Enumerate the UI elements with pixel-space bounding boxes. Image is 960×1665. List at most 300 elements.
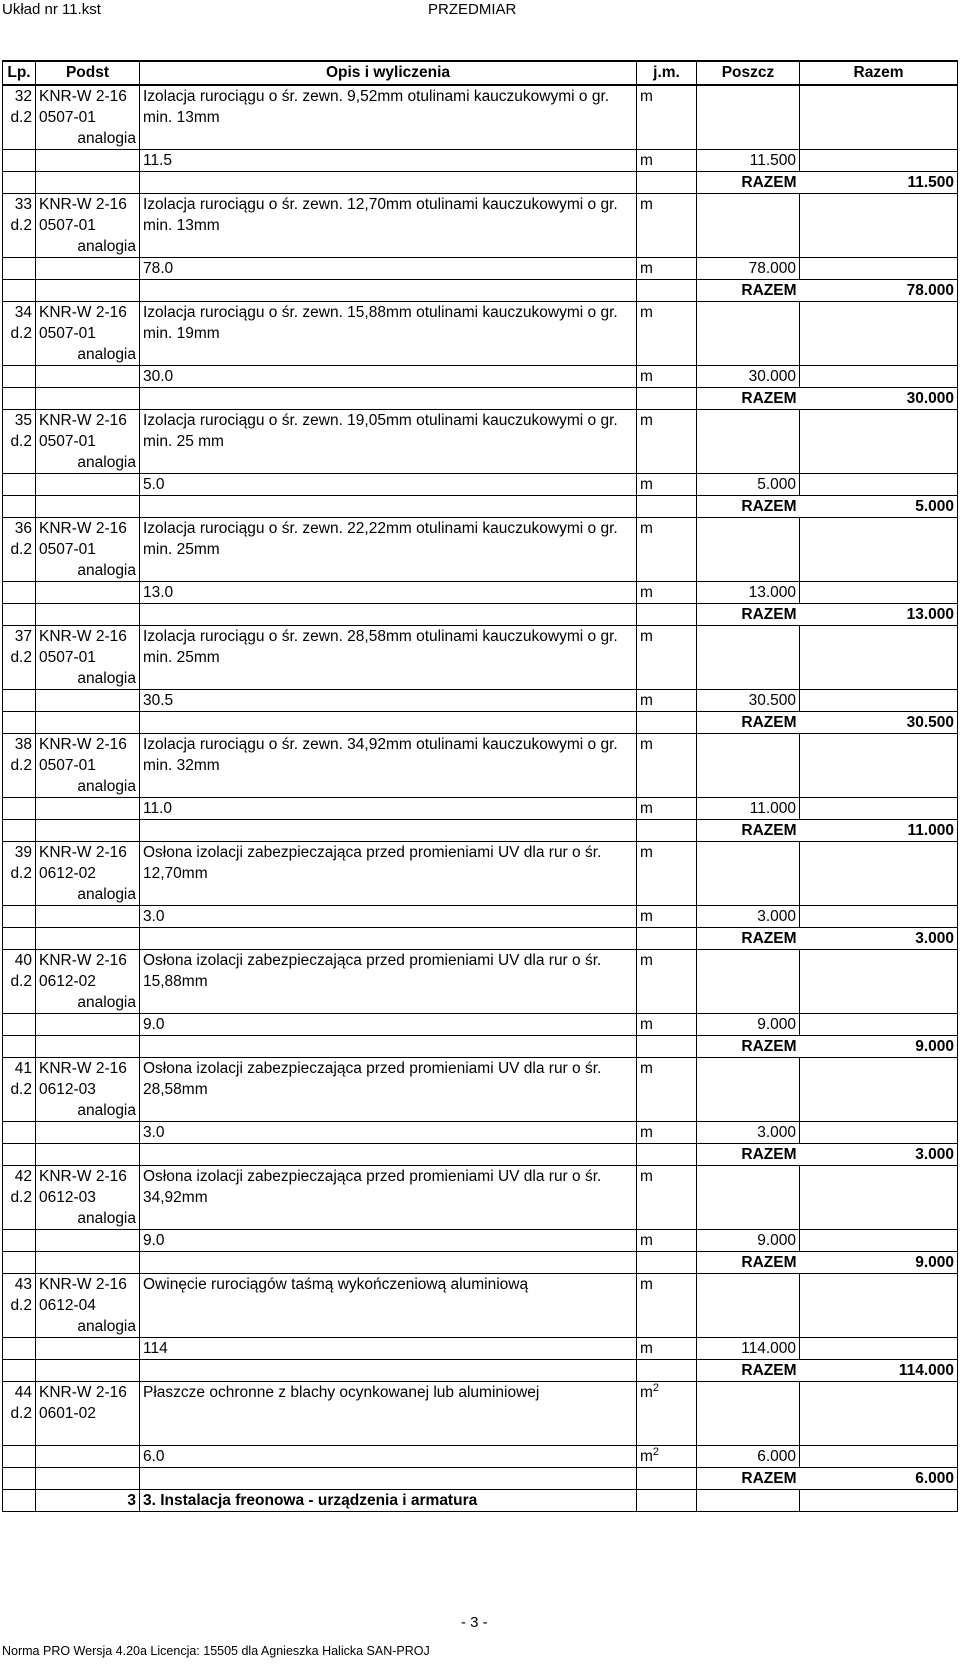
row-lp-cell bbox=[3, 194, 36, 258]
row-opis-cell bbox=[140, 950, 637, 1014]
calc-podst-empty bbox=[36, 366, 140, 388]
row-opis-cell bbox=[140, 1382, 637, 1446]
razem-value: 11.000 bbox=[800, 820, 958, 842]
razem-label-cell bbox=[697, 604, 800, 626]
calc-unit-cell bbox=[637, 1014, 697, 1036]
row-opis-line: Osłona izolacji zabezpieczająca przed promieniami UV dla rur o śr. bbox=[143, 844, 602, 861]
row-jm: m bbox=[640, 304, 653, 321]
row-opis-line: 12,70mm bbox=[143, 865, 208, 882]
row-podst-line: 0612-04 bbox=[39, 1297, 96, 1314]
row-d: d.2 bbox=[10, 433, 32, 450]
calc-poszcz: 3.000 bbox=[697, 1122, 800, 1144]
row-lp: 39 bbox=[14, 844, 32, 861]
calc-unit: m bbox=[640, 1340, 653, 1357]
razem-label: RAZEM bbox=[741, 390, 797, 407]
razem-lp-empty bbox=[3, 1468, 36, 1490]
calc-podst-empty bbox=[36, 906, 140, 928]
row-lp-cell bbox=[3, 302, 36, 366]
section-jm-empty bbox=[637, 1490, 697, 1512]
calc-unit: m bbox=[640, 584, 653, 601]
calc-unit-cell bbox=[637, 1230, 697, 1252]
footer-license: Norma PRO Wersja 4.20a Licencja: 15505 dla Agnieszka Halicka SAN-PROJ bbox=[2, 1644, 430, 1658]
razem-label-cell bbox=[697, 496, 800, 518]
razem-opis-empty bbox=[140, 280, 637, 302]
calc-podst-empty bbox=[36, 1338, 140, 1360]
row-lp: 35 bbox=[14, 412, 32, 429]
row-poszcz-empty bbox=[697, 410, 800, 474]
calc-value-cell: 30.5 bbox=[140, 690, 637, 712]
row-podst-line: KNR-W 2-16 bbox=[39, 196, 127, 213]
razem-row bbox=[3, 712, 958, 734]
row-jm: m bbox=[640, 520, 653, 537]
calc-unit-cell bbox=[637, 1338, 697, 1360]
razem-podst-empty bbox=[36, 280, 140, 302]
table-row bbox=[3, 194, 958, 258]
calc-lp-empty bbox=[3, 1230, 36, 1252]
calc-poszcz: 9.000 bbox=[697, 1014, 800, 1036]
row-podst-line: 0601-02 bbox=[39, 1405, 96, 1422]
row-opis-line: Izolacja rurociągu o śr. zewn. 9,52mm otulinami kauczukowymi o gr. bbox=[143, 88, 610, 105]
row-podst-line: analogia bbox=[77, 562, 136, 579]
row-poszcz-empty bbox=[697, 194, 800, 258]
row-podst-line: 0507-01 bbox=[39, 325, 96, 342]
razem-podst-empty bbox=[36, 1360, 140, 1382]
row-podst-line: analogia bbox=[77, 238, 136, 255]
row-spacer bbox=[143, 236, 633, 257]
razem-opis-empty bbox=[140, 820, 637, 842]
row-opis-line: Izolacja rurociągu o śr. zewn. 28,58mm otulinami kauczukowymi o gr. bbox=[143, 628, 618, 645]
row-lp: 36 bbox=[14, 520, 32, 537]
razem-opis-empty bbox=[140, 1252, 637, 1274]
table-header-row bbox=[3, 61, 958, 85]
razem-opis-empty bbox=[140, 496, 637, 518]
row-podst-line: analogia bbox=[77, 886, 136, 903]
calc-unit: m bbox=[640, 1016, 653, 1033]
calc-poszcz: 11.000 bbox=[697, 798, 800, 820]
calc-podst-empty bbox=[36, 474, 140, 496]
row-d: d.2 bbox=[10, 649, 32, 666]
calc-unit: m bbox=[640, 1232, 653, 1249]
calc-lp-empty bbox=[3, 798, 36, 820]
razem-lp-empty bbox=[3, 172, 36, 194]
row-razem-empty bbox=[800, 518, 958, 582]
row-poszcz-empty bbox=[697, 1166, 800, 1230]
row-podst-line: KNR-W 2-16 bbox=[39, 844, 127, 861]
row-opis-line: Osłona izolacji zabezpieczająca przed promieniami UV dla rur o śr. bbox=[143, 1060, 602, 1077]
row-opis-cell bbox=[140, 194, 637, 258]
row-podst-line: analogia bbox=[77, 670, 136, 687]
row-podst-line: 0507-01 bbox=[39, 757, 96, 774]
row-jm: m bbox=[640, 1384, 653, 1401]
row-lp-cell bbox=[3, 950, 36, 1014]
row-podst-line bbox=[39, 1424, 136, 1445]
calc-razem-empty bbox=[800, 1338, 958, 1360]
section-razem-empty bbox=[800, 1490, 958, 1512]
row-opis-line: min. 25mm bbox=[143, 649, 220, 666]
row-podst-cell bbox=[36, 842, 140, 906]
row-opis-cell bbox=[140, 410, 637, 474]
row-opis-cell bbox=[140, 842, 637, 906]
razem-value: 3.000 bbox=[800, 1144, 958, 1166]
razem-value: 114.000 bbox=[800, 1360, 958, 1382]
razem-row bbox=[3, 496, 958, 518]
window-title: Układ nr 11.kst bbox=[2, 1, 101, 18]
row-jm-cell bbox=[637, 1382, 697, 1446]
calc-unit: m bbox=[640, 908, 653, 925]
section-lp bbox=[3, 1490, 36, 1512]
razem-jm-empty bbox=[637, 1360, 697, 1382]
row-lp-cell bbox=[3, 1382, 36, 1446]
razem-label-cell bbox=[697, 388, 800, 410]
razem-value: 6.000 bbox=[800, 1468, 958, 1490]
row-podst-line: 0507-01 bbox=[39, 217, 96, 234]
row-razem-empty bbox=[800, 302, 958, 366]
calc-value-cell: 3.0 bbox=[140, 906, 637, 928]
row-spacer bbox=[143, 560, 633, 581]
row-lp: 34 bbox=[14, 304, 32, 321]
table-row bbox=[3, 734, 958, 798]
calc-lp-empty bbox=[3, 906, 36, 928]
razem-lp-empty bbox=[3, 1360, 36, 1382]
row-podst-line: analogia bbox=[77, 994, 136, 1011]
row-lp: 42 bbox=[14, 1168, 32, 1185]
calc-unit-cell bbox=[637, 690, 697, 712]
row-razem-empty bbox=[800, 734, 958, 798]
table-row bbox=[3, 1382, 958, 1446]
razem-label-cell bbox=[697, 1144, 800, 1166]
razem-jm-empty bbox=[637, 1144, 697, 1166]
razem-lp-empty bbox=[3, 604, 36, 626]
row-lp-cell bbox=[3, 410, 36, 474]
calc-lp-empty bbox=[3, 1122, 36, 1144]
row-opis-line: 28,58mm bbox=[143, 1081, 208, 1098]
row-opis-line: Izolacja rurociągu o śr. zewn. 22,22mm otulinami kauczukowymi o gr. bbox=[143, 520, 618, 537]
razem-value: 13.000 bbox=[800, 604, 958, 626]
calc-row bbox=[3, 474, 958, 496]
razem-row bbox=[3, 172, 958, 194]
calc-row bbox=[3, 1230, 958, 1252]
table-row bbox=[3, 842, 958, 906]
row-jm-cell bbox=[637, 410, 697, 474]
calc-unit-cell bbox=[637, 150, 697, 172]
razem-jm-empty bbox=[637, 172, 697, 194]
razem-label: RAZEM bbox=[741, 1362, 797, 1379]
row-jm: m bbox=[640, 88, 653, 105]
razem-value: 9.000 bbox=[800, 1036, 958, 1058]
row-podst-line: 0612-03 bbox=[39, 1081, 96, 1098]
row-spacer bbox=[143, 1316, 633, 1337]
calc-value-cell: 9.0 bbox=[140, 1230, 637, 1252]
row-jm-cell bbox=[637, 85, 697, 150]
calc-unit-cell bbox=[637, 1122, 697, 1144]
row-jm: m bbox=[640, 1060, 653, 1077]
row-opis-line: min. 13mm bbox=[143, 217, 220, 234]
row-podst-line: 0507-01 bbox=[39, 541, 96, 558]
row-opis-line bbox=[143, 1295, 633, 1316]
razem-row bbox=[3, 388, 958, 410]
row-lp-cell bbox=[3, 626, 36, 690]
calc-value-cell: 5.0 bbox=[140, 474, 637, 496]
row-lp: 44 bbox=[14, 1384, 32, 1401]
row-opis-cell bbox=[140, 302, 637, 366]
razem-podst-empty bbox=[36, 928, 140, 950]
razem-lp-empty bbox=[3, 1252, 36, 1274]
row-podst-line: KNR-W 2-16 bbox=[39, 1168, 127, 1185]
calc-value-cell: 9.0 bbox=[140, 1014, 637, 1036]
row-podst-line: analogia bbox=[77, 346, 136, 363]
table-row bbox=[3, 85, 958, 150]
calc-row bbox=[3, 366, 958, 388]
row-d: d.2 bbox=[10, 1405, 32, 1422]
razem-lp-empty bbox=[3, 1144, 36, 1166]
row-d: d.2 bbox=[10, 1189, 32, 1206]
row-razem-empty bbox=[800, 85, 958, 150]
razem-podst-empty bbox=[36, 172, 140, 194]
row-podst-line: KNR-W 2-16 bbox=[39, 736, 127, 753]
razem-jm-empty bbox=[637, 280, 697, 302]
row-spacer bbox=[143, 884, 633, 905]
razem-label-cell bbox=[697, 712, 800, 734]
row-poszcz-empty bbox=[697, 85, 800, 150]
row-podst-line: analogia bbox=[77, 130, 136, 147]
razem-podst-empty bbox=[36, 712, 140, 734]
razem-podst-empty bbox=[36, 1036, 140, 1058]
row-poszcz-empty bbox=[697, 950, 800, 1014]
razem-label: RAZEM bbox=[741, 282, 797, 299]
row-podst-cell bbox=[36, 1058, 140, 1122]
calc-unit-cell bbox=[637, 1446, 697, 1468]
table-row bbox=[3, 1166, 958, 1230]
calc-lp-empty bbox=[3, 582, 36, 604]
row-podst-cell bbox=[36, 85, 140, 150]
calc-podst-empty bbox=[36, 150, 140, 172]
razem-label: RAZEM bbox=[741, 1254, 797, 1271]
razem-jm-empty bbox=[637, 1252, 697, 1274]
row-razem-empty bbox=[800, 950, 958, 1014]
row-podst-cell bbox=[36, 950, 140, 1014]
row-lp-cell bbox=[3, 85, 36, 150]
calc-unit: m bbox=[640, 152, 653, 169]
calc-row bbox=[3, 690, 958, 712]
calc-row bbox=[3, 1014, 958, 1036]
row-lp: 32 bbox=[14, 88, 32, 105]
row-lp: 38 bbox=[14, 736, 32, 753]
razem-jm-empty bbox=[637, 604, 697, 626]
razem-label-cell bbox=[697, 928, 800, 950]
row-poszcz-empty bbox=[697, 1382, 800, 1446]
razem-label-cell bbox=[697, 1252, 800, 1274]
calc-unit: m bbox=[640, 260, 653, 277]
col-header-opis: Opis i wyliczenia bbox=[140, 61, 637, 85]
calc-value-cell: 30.0 bbox=[140, 366, 637, 388]
row-jm-cell bbox=[637, 518, 697, 582]
row-poszcz-empty bbox=[697, 1058, 800, 1122]
row-podst-line: 0507-01 bbox=[39, 649, 96, 666]
razem-label: RAZEM bbox=[741, 1470, 797, 1487]
row-d: d.2 bbox=[10, 865, 32, 882]
calc-podst-empty bbox=[36, 258, 140, 280]
calc-poszcz: 78.000 bbox=[697, 258, 800, 280]
row-opis-line: min. 25mm bbox=[143, 541, 220, 558]
row-opis-line: Izolacja rurociągu o śr. zewn. 34,92mm otulinami kauczukowymi o gr. bbox=[143, 736, 618, 753]
section-poszcz-empty bbox=[697, 1490, 800, 1512]
row-opis-cell bbox=[140, 734, 637, 798]
row-razem-empty bbox=[800, 626, 958, 690]
row-lp-cell bbox=[3, 734, 36, 798]
razem-label-cell bbox=[697, 1360, 800, 1382]
page-number: - 3 - bbox=[461, 1614, 488, 1631]
razem-opis-empty bbox=[140, 1360, 637, 1382]
row-d: d.2 bbox=[10, 217, 32, 234]
calc-unit: m bbox=[640, 1448, 653, 1465]
razem-podst-empty bbox=[36, 1144, 140, 1166]
razem-row bbox=[3, 1360, 958, 1382]
document-type: PRZEDMIAR bbox=[428, 1, 517, 18]
row-d: d.2 bbox=[10, 973, 32, 990]
row-podst-cell bbox=[36, 302, 140, 366]
calc-poszcz: 6.000 bbox=[697, 1446, 800, 1468]
calc-lp-empty bbox=[3, 1338, 36, 1360]
razem-label-cell bbox=[697, 820, 800, 842]
table-row bbox=[3, 1274, 958, 1338]
row-lp-cell bbox=[3, 1166, 36, 1230]
razem-opis-empty bbox=[140, 1144, 637, 1166]
calc-poszcz: 5.000 bbox=[697, 474, 800, 496]
row-spacer bbox=[143, 1100, 633, 1121]
row-opis-cell bbox=[140, 85, 637, 150]
calc-razem-empty bbox=[800, 258, 958, 280]
table-row bbox=[3, 626, 958, 690]
calc-unit-sup: 2 bbox=[652, 1445, 660, 1458]
row-jm: m bbox=[640, 196, 653, 213]
razem-jm-empty bbox=[637, 712, 697, 734]
razem-value: 3.000 bbox=[800, 928, 958, 950]
row-opis-line: Izolacja rurociągu o śr. zewn. 19,05mm otulinami kauczukowymi o gr. bbox=[143, 412, 618, 429]
calc-razem-empty bbox=[800, 798, 958, 820]
calc-podst-empty bbox=[36, 582, 140, 604]
row-lp-cell bbox=[3, 518, 36, 582]
razem-podst-empty bbox=[36, 1252, 140, 1274]
row-jm-cell bbox=[637, 842, 697, 906]
row-lp-cell bbox=[3, 1274, 36, 1338]
razem-lp-empty bbox=[3, 280, 36, 302]
row-jm: m bbox=[640, 736, 653, 753]
section-title: 3. Instalacja freonowa - urządzenia i armatura bbox=[140, 1490, 637, 1512]
razem-value: 30.500 bbox=[800, 712, 958, 734]
razem-jm-empty bbox=[637, 1036, 697, 1058]
calc-unit-cell bbox=[637, 798, 697, 820]
razem-opis-empty bbox=[140, 388, 637, 410]
row-podst-line: KNR-W 2-16 bbox=[39, 412, 127, 429]
calc-poszcz: 30.500 bbox=[697, 690, 800, 712]
row-podst-line: 0612-03 bbox=[39, 1189, 96, 1206]
row-spacer bbox=[143, 992, 633, 1013]
row-jm-cell bbox=[637, 1274, 697, 1338]
table-row bbox=[3, 1058, 958, 1122]
razem-jm-empty bbox=[637, 820, 697, 842]
calc-row bbox=[3, 150, 958, 172]
calc-value-cell: 114 bbox=[140, 1338, 637, 1360]
razem-label: RAZEM bbox=[741, 1038, 797, 1055]
row-podst-line: analogia bbox=[77, 778, 136, 795]
row-opis-line: min. 19mm bbox=[143, 325, 220, 342]
calc-poszcz: 9.000 bbox=[697, 1230, 800, 1252]
razem-label: RAZEM bbox=[741, 1146, 797, 1163]
razem-row bbox=[3, 1468, 958, 1490]
razem-lp-empty bbox=[3, 1036, 36, 1058]
calc-razem-empty bbox=[800, 1014, 958, 1036]
row-razem-empty bbox=[800, 842, 958, 906]
row-jm-cell bbox=[637, 1166, 697, 1230]
row-jm: m bbox=[640, 412, 653, 429]
calc-podst-empty bbox=[36, 1230, 140, 1252]
razem-lp-empty bbox=[3, 496, 36, 518]
row-lp-cell bbox=[3, 1058, 36, 1122]
row-poszcz-empty bbox=[697, 626, 800, 690]
calc-lp-empty bbox=[3, 366, 36, 388]
section-number: 3 bbox=[36, 1490, 140, 1512]
calc-unit-cell bbox=[637, 582, 697, 604]
row-jm-cell bbox=[637, 1058, 697, 1122]
row-podst-cell bbox=[36, 410, 140, 474]
calc-razem-empty bbox=[800, 474, 958, 496]
calc-value-cell: 6.0 bbox=[140, 1446, 637, 1468]
calc-razem-empty bbox=[800, 1446, 958, 1468]
row-d: d.2 bbox=[10, 541, 32, 558]
row-opis-line: 34,92mm bbox=[143, 1189, 208, 1206]
calc-lp-empty bbox=[3, 150, 36, 172]
calc-podst-empty bbox=[36, 798, 140, 820]
razem-value: 9.000 bbox=[800, 1252, 958, 1274]
row-jm-cell bbox=[637, 734, 697, 798]
col-header-podst: Podst bbox=[36, 61, 140, 85]
row-opis-line: Izolacja rurociągu o śr. zewn. 15,88mm otulinami kauczukowymi o gr. bbox=[143, 304, 618, 321]
row-podst-line: 0612-02 bbox=[39, 865, 96, 882]
przedmiar-table bbox=[2, 60, 958, 1512]
row-opis-line: 15,88mm bbox=[143, 973, 208, 990]
row-jm-cell bbox=[637, 194, 697, 258]
row-d: d.2 bbox=[10, 109, 32, 126]
calc-unit: m bbox=[640, 368, 653, 385]
calc-unit: m bbox=[640, 1124, 653, 1141]
calc-podst-empty bbox=[36, 1122, 140, 1144]
row-opis-line: Osłona izolacji zabezpieczająca przed promieniami UV dla rur o śr. bbox=[143, 952, 602, 969]
calc-unit-cell bbox=[637, 906, 697, 928]
section-row bbox=[3, 1490, 958, 1512]
calc-podst-empty bbox=[36, 1446, 140, 1468]
row-podst-line: 0612-02 bbox=[39, 973, 96, 990]
razem-label: RAZEM bbox=[741, 174, 797, 191]
calc-razem-empty bbox=[800, 1122, 958, 1144]
razem-podst-empty bbox=[36, 1468, 140, 1490]
row-jm-cell bbox=[637, 950, 697, 1014]
row-podst-line: KNR-W 2-16 bbox=[39, 952, 127, 969]
row-opis-cell bbox=[140, 518, 637, 582]
row-d: d.2 bbox=[10, 325, 32, 342]
table-row bbox=[3, 518, 958, 582]
calc-unit: m bbox=[640, 692, 653, 709]
row-podst-line: analogia bbox=[77, 1102, 136, 1119]
col-header-razem: Razem bbox=[800, 61, 958, 85]
row-jm-sup: 2 bbox=[652, 1381, 660, 1394]
row-poszcz-empty bbox=[697, 842, 800, 906]
razem-label-cell bbox=[697, 172, 800, 194]
row-spacer bbox=[143, 344, 633, 365]
row-jm: m bbox=[640, 1168, 653, 1185]
calc-lp-empty bbox=[3, 258, 36, 280]
row-lp: 37 bbox=[14, 628, 32, 645]
razem-opis-empty bbox=[140, 604, 637, 626]
